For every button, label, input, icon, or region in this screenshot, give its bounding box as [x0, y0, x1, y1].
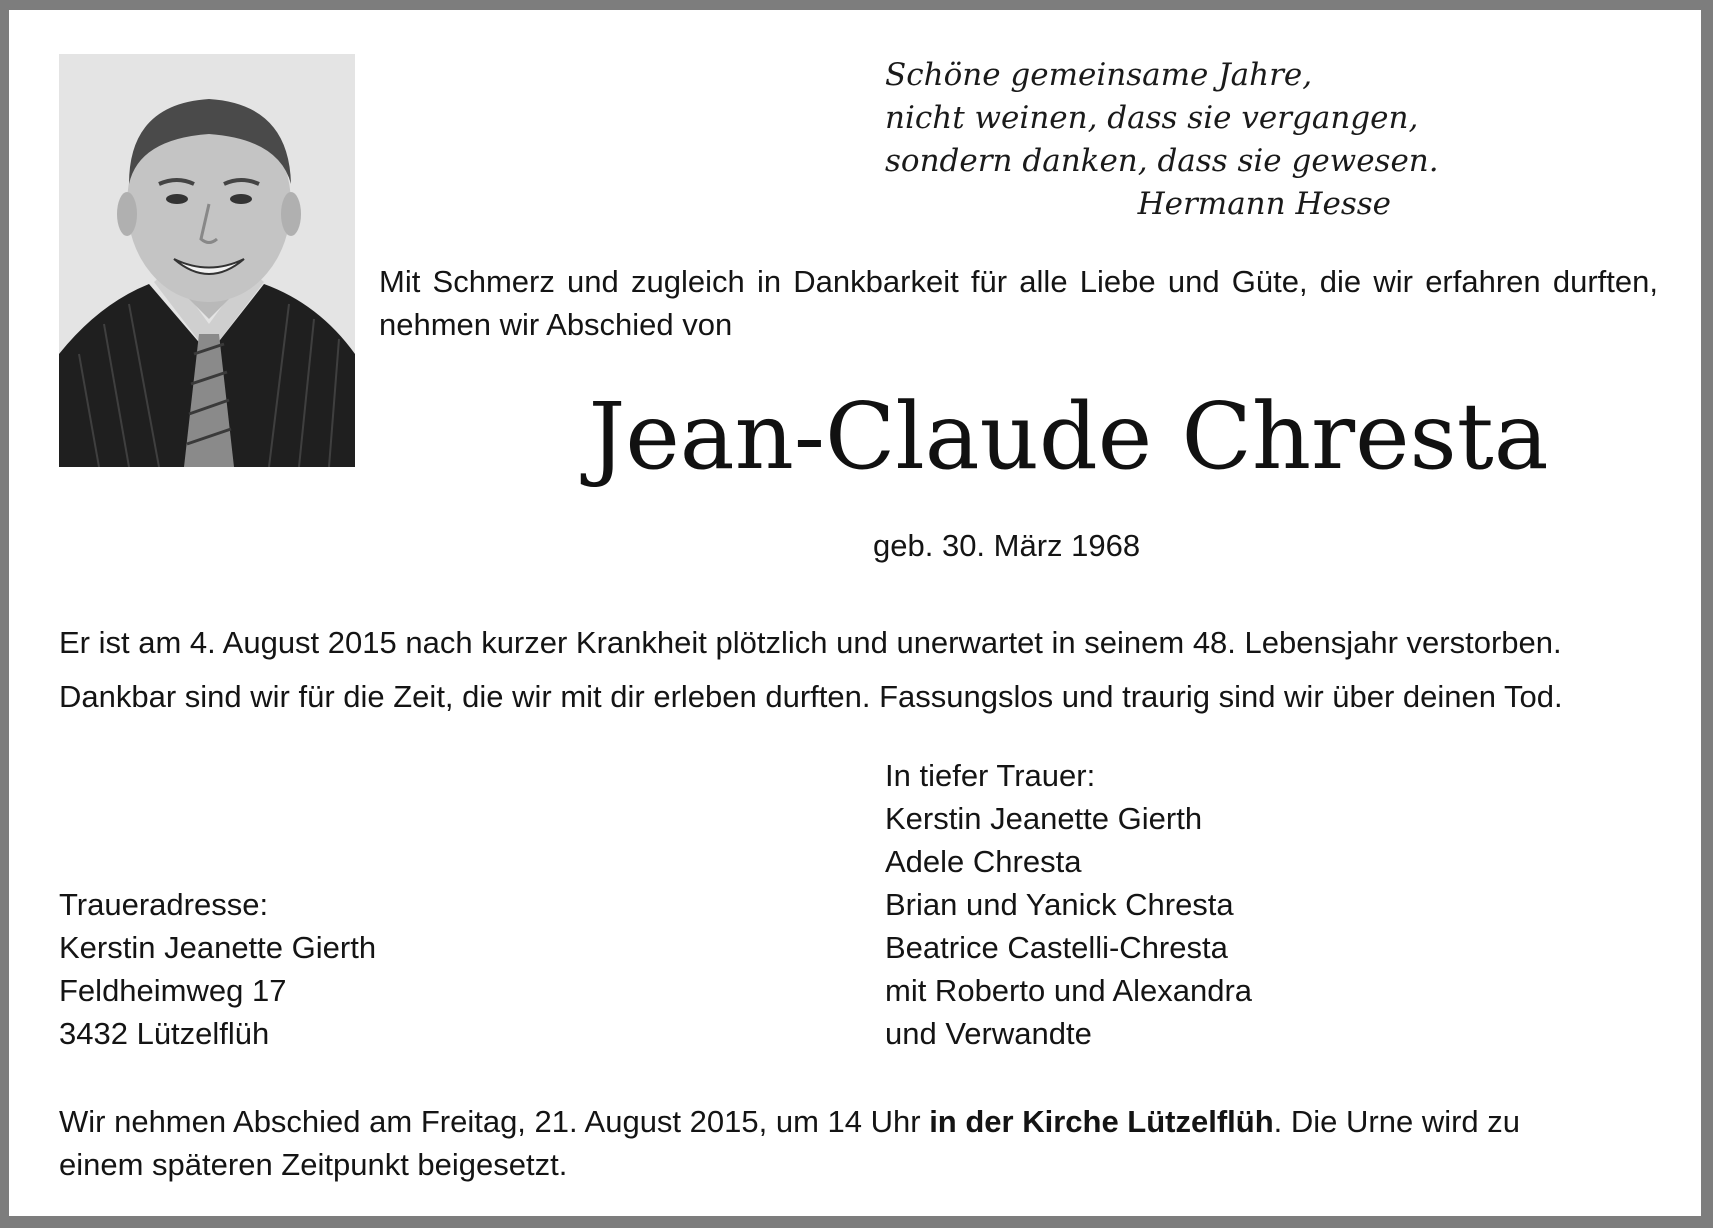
farewell-text-end: . Die Urne wird zu — [1273, 1104, 1521, 1139]
quote-author: Hermann Hesse — [1137, 186, 1391, 222]
death-notice-line: Dankbar sind wir für die Zeit, die wir mit dir erleben durften. Fassungslos und traurig sind wir über deinen Tod. — [59, 679, 1563, 714]
farewell-location: in der Kirche Lützelflüh — [929, 1104, 1274, 1139]
poem-quote — [885, 54, 1439, 226]
address-heading: Traueradresse: — [59, 887, 269, 922]
quote-line: Schöne gemeinsame Jahre, — [885, 57, 1313, 93]
mourner-name: Kerstin Jeanette Gierth — [885, 801, 1203, 836]
mourner-name: Brian und Yanick Chresta — [885, 887, 1234, 922]
mourner-name: Beatrice Castelli-Chresta — [885, 930, 1228, 965]
address-city: 3432 Lützelflüh — [59, 1016, 270, 1051]
quote-line: nicht weinen, dass sie vergangen, — [885, 100, 1419, 136]
intro-text: Mit Schmerz und zugleich in Dankbarkeit für alle Liebe und Güte, die wir erfahren durften, nehmen wir Abschied von — [379, 264, 1658, 342]
mourners-list — [885, 754, 1252, 1055]
portrait-image — [59, 54, 355, 467]
mourning-address — [59, 883, 376, 1055]
mourner-name: Adele Chresta — [885, 844, 1082, 879]
address-name: Kerstin Jeanette Gierth — [59, 930, 377, 965]
farewell-line-1 — [59, 1100, 1659, 1143]
farewell-text-start: Wir nehmen Abschied am Freitag, 21. August 2015, um 14 Uhr — [59, 1104, 930, 1139]
farewell-info — [59, 1100, 1659, 1186]
mourner-name: mit Roberto und Alexandra — [885, 973, 1253, 1008]
mourner-name: und Verwandte — [885, 1016, 1092, 1051]
obituary-notice — [9, 10, 1701, 1216]
address-street: Feldheimweg 17 — [59, 973, 287, 1008]
death-notice-line: Er ist am 4. August 2015 nach kurzer Krankheit plötzlich und unerwartet in seinem 48. Lebensjahr verstorben. — [59, 625, 1562, 660]
death-notice — [59, 616, 1659, 724]
mourners-heading: In tiefer Trauer: — [885, 758, 1096, 793]
farewell-line-2: einem späteren Zeitpunkt beigesetzt. — [59, 1147, 568, 1182]
portrait-photo — [59, 54, 355, 467]
birth-date: geb. 30. März 1968 — [873, 528, 1141, 563]
quote-line: sondern danken, dass sie gewesen. — [885, 143, 1439, 179]
deceased-name: Jean-Claude Chresta — [588, 383, 1549, 490]
